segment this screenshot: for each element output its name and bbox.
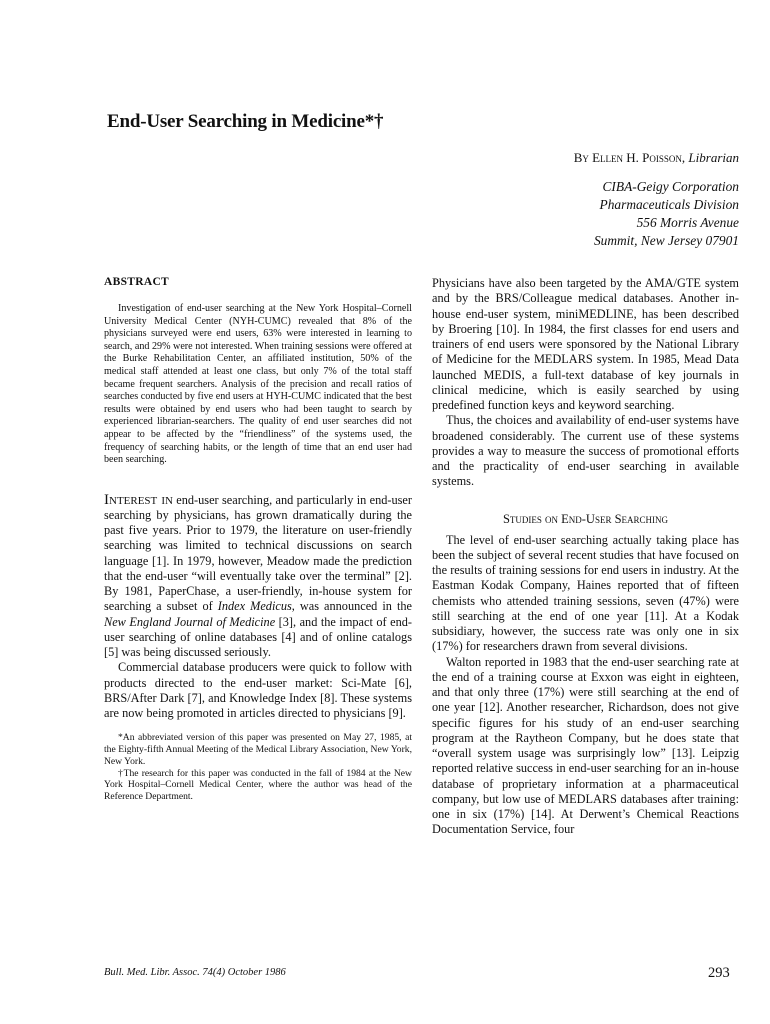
abstract-heading: ABSTRACT	[104, 276, 170, 288]
intro-paragraph	[104, 493, 412, 661]
affiliation-line: Summit, New Jersey 07901	[593, 233, 739, 248]
author-separator: ,	[681, 150, 689, 165]
footnote: *An abbreviated version of this paper was presented on May 27, 1985, at the Eighty-fifth Annual Meeting of the Medical Library Association, New York, New York.	[104, 732, 412, 767]
affiliation-line: 556 Morris Avenue	[636, 215, 739, 230]
section-heading: Studies on End-User Searching	[502, 511, 669, 526]
footnote: †The research for this paper was conducted in the fall of 1984 at the New York Hospital–Cornell Medical Center, where the author was head of the Reference Department.	[104, 767, 412, 802]
left-column	[104, 276, 412, 803]
body-paragraph: Walton reported in 1983 that the end-user searching rate at the end of a training course at Exxon was eight in eighteen, and that only three (17%) were still searching at the end of one year [12]. Another researcher, Richardson, does not give specific figures for his study of an end-user searching program at the Raytheon Company, but he does state that “overall system usage was surprisingly low” [13]. Leipzig reported relative success in end-user searching for an in-house database of proprietary information at a pharmaceutical company, but low use of MEDLARS databases after training: one in six (17%) [14]. At Derwent’s Chemical Reactions Documentation Service, four	[432, 654, 739, 837]
body-paragraph: Physicians have also been targeted by the AMA/GTE system and by the BRS/Colleague medical databases. Another in-house end-user system, miniMEDLINE, has been described by Broering [10]. In 1984, the first classes for end users and trainers of end users were sponsored by the National Library of Medicine for the MEDLARS system. In 1985, Mead Data launched MEDIS, a full-text database of key journals in clinical medicine, which is easily searched by using predefined function keys and keyword searching.	[432, 276, 739, 412]
intro-lead: Interest in	[104, 491, 173, 508]
abstract-text: Investigation of end-user searching at the New York Hospital–Cornell University Medical Center (NYH-CUMC) revealed that 8% of the physicians surveyed were end users, 63% were interested in learning to search, and 29% were not interested. When training sessions were offered at the Burke Rehabilitation Center, an affiliated institution, 50% of the medical staff attended at least one class, but only 7% of the total staff became frequent searchers. Analysis of the precision and recall ratios of searches conducted by five end users at HYH-CUMC indicated that the best results were obtained by end users who had been taught to search by experienced librarian-searchers. The quality of end user searches did not appear to be affected by the “friendliness” of the systems used, the frequency of searching habits, or the length of time that an end user had been searching.	[104, 303, 412, 466]
affiliation-line: CIBA-Geigy Corporation	[602, 179, 739, 194]
right-column	[432, 276, 739, 838]
article-title: End-User Searching in Medicine*†	[107, 111, 384, 132]
author-prefix: By	[573, 150, 593, 165]
body-paragraph: Commercial database producers were quick to follow with products directed to the end-user market: Sci-Mate [6], BRS/After Dark [7], and Knowledge Index [8]. These systems are now being promoted in articles directed to physicians [9].	[104, 660, 412, 721]
intro-text: , was announced in the	[291, 599, 412, 614]
page-number: 293	[708, 965, 730, 981]
footnotes	[104, 732, 412, 802]
body-paragraph: The level of end-user searching actually taking place has been the subject of several recent studies that have focused on the results of training sessions for end users in industry. At the Eastman Kodak Company, Haines reported that of fifteen chemists who attended training sessions, seven (47%) were still searching at the end of one year [11]. At a Kodak subsidiary, however, the success rate was only one in six (17%) for researchers drawn from several divisions.	[432, 532, 739, 654]
journal-reference: Index Medicus	[217, 599, 292, 614]
body-paragraph: Thus, the choices and availability of end-user systems have broadened considerably. The current use of these systems provides a way to measure the success of promotional efforts and the practicality of end-user searching in available systems.	[432, 413, 739, 489]
author-name: Ellen H. Poisson	[592, 150, 682, 165]
intro-text: [3], and the impact of end-user searching of online databases [4] and of online catalogs [5] was being discussed seriously.	[104, 614, 412, 660]
journal-citation: Bull. Med. Libr. Assoc. 74(4) October 1986	[104, 967, 286, 978]
intro-text: end-user searching, and particularly in end-user searching by physicians, has grown dramatically during the past five years. Prior to 1979, the literature on user-friendly searching was limited to technical discussions on search language [1]. In 1979, however, Meadow made the prediction that the end-user “will eventually take over the terminal” [2]. By 1981, PaperChase, a user-friendly, in-house system for searching a subset of	[104, 492, 412, 614]
affiliation-line: Pharmaceuticals Division	[599, 197, 739, 212]
author-affiliation	[594, 178, 739, 250]
journal-reference: New England Journal of Medicine	[104, 614, 276, 629]
author-role: Librarian	[688, 150, 739, 165]
author-line	[574, 150, 739, 166]
